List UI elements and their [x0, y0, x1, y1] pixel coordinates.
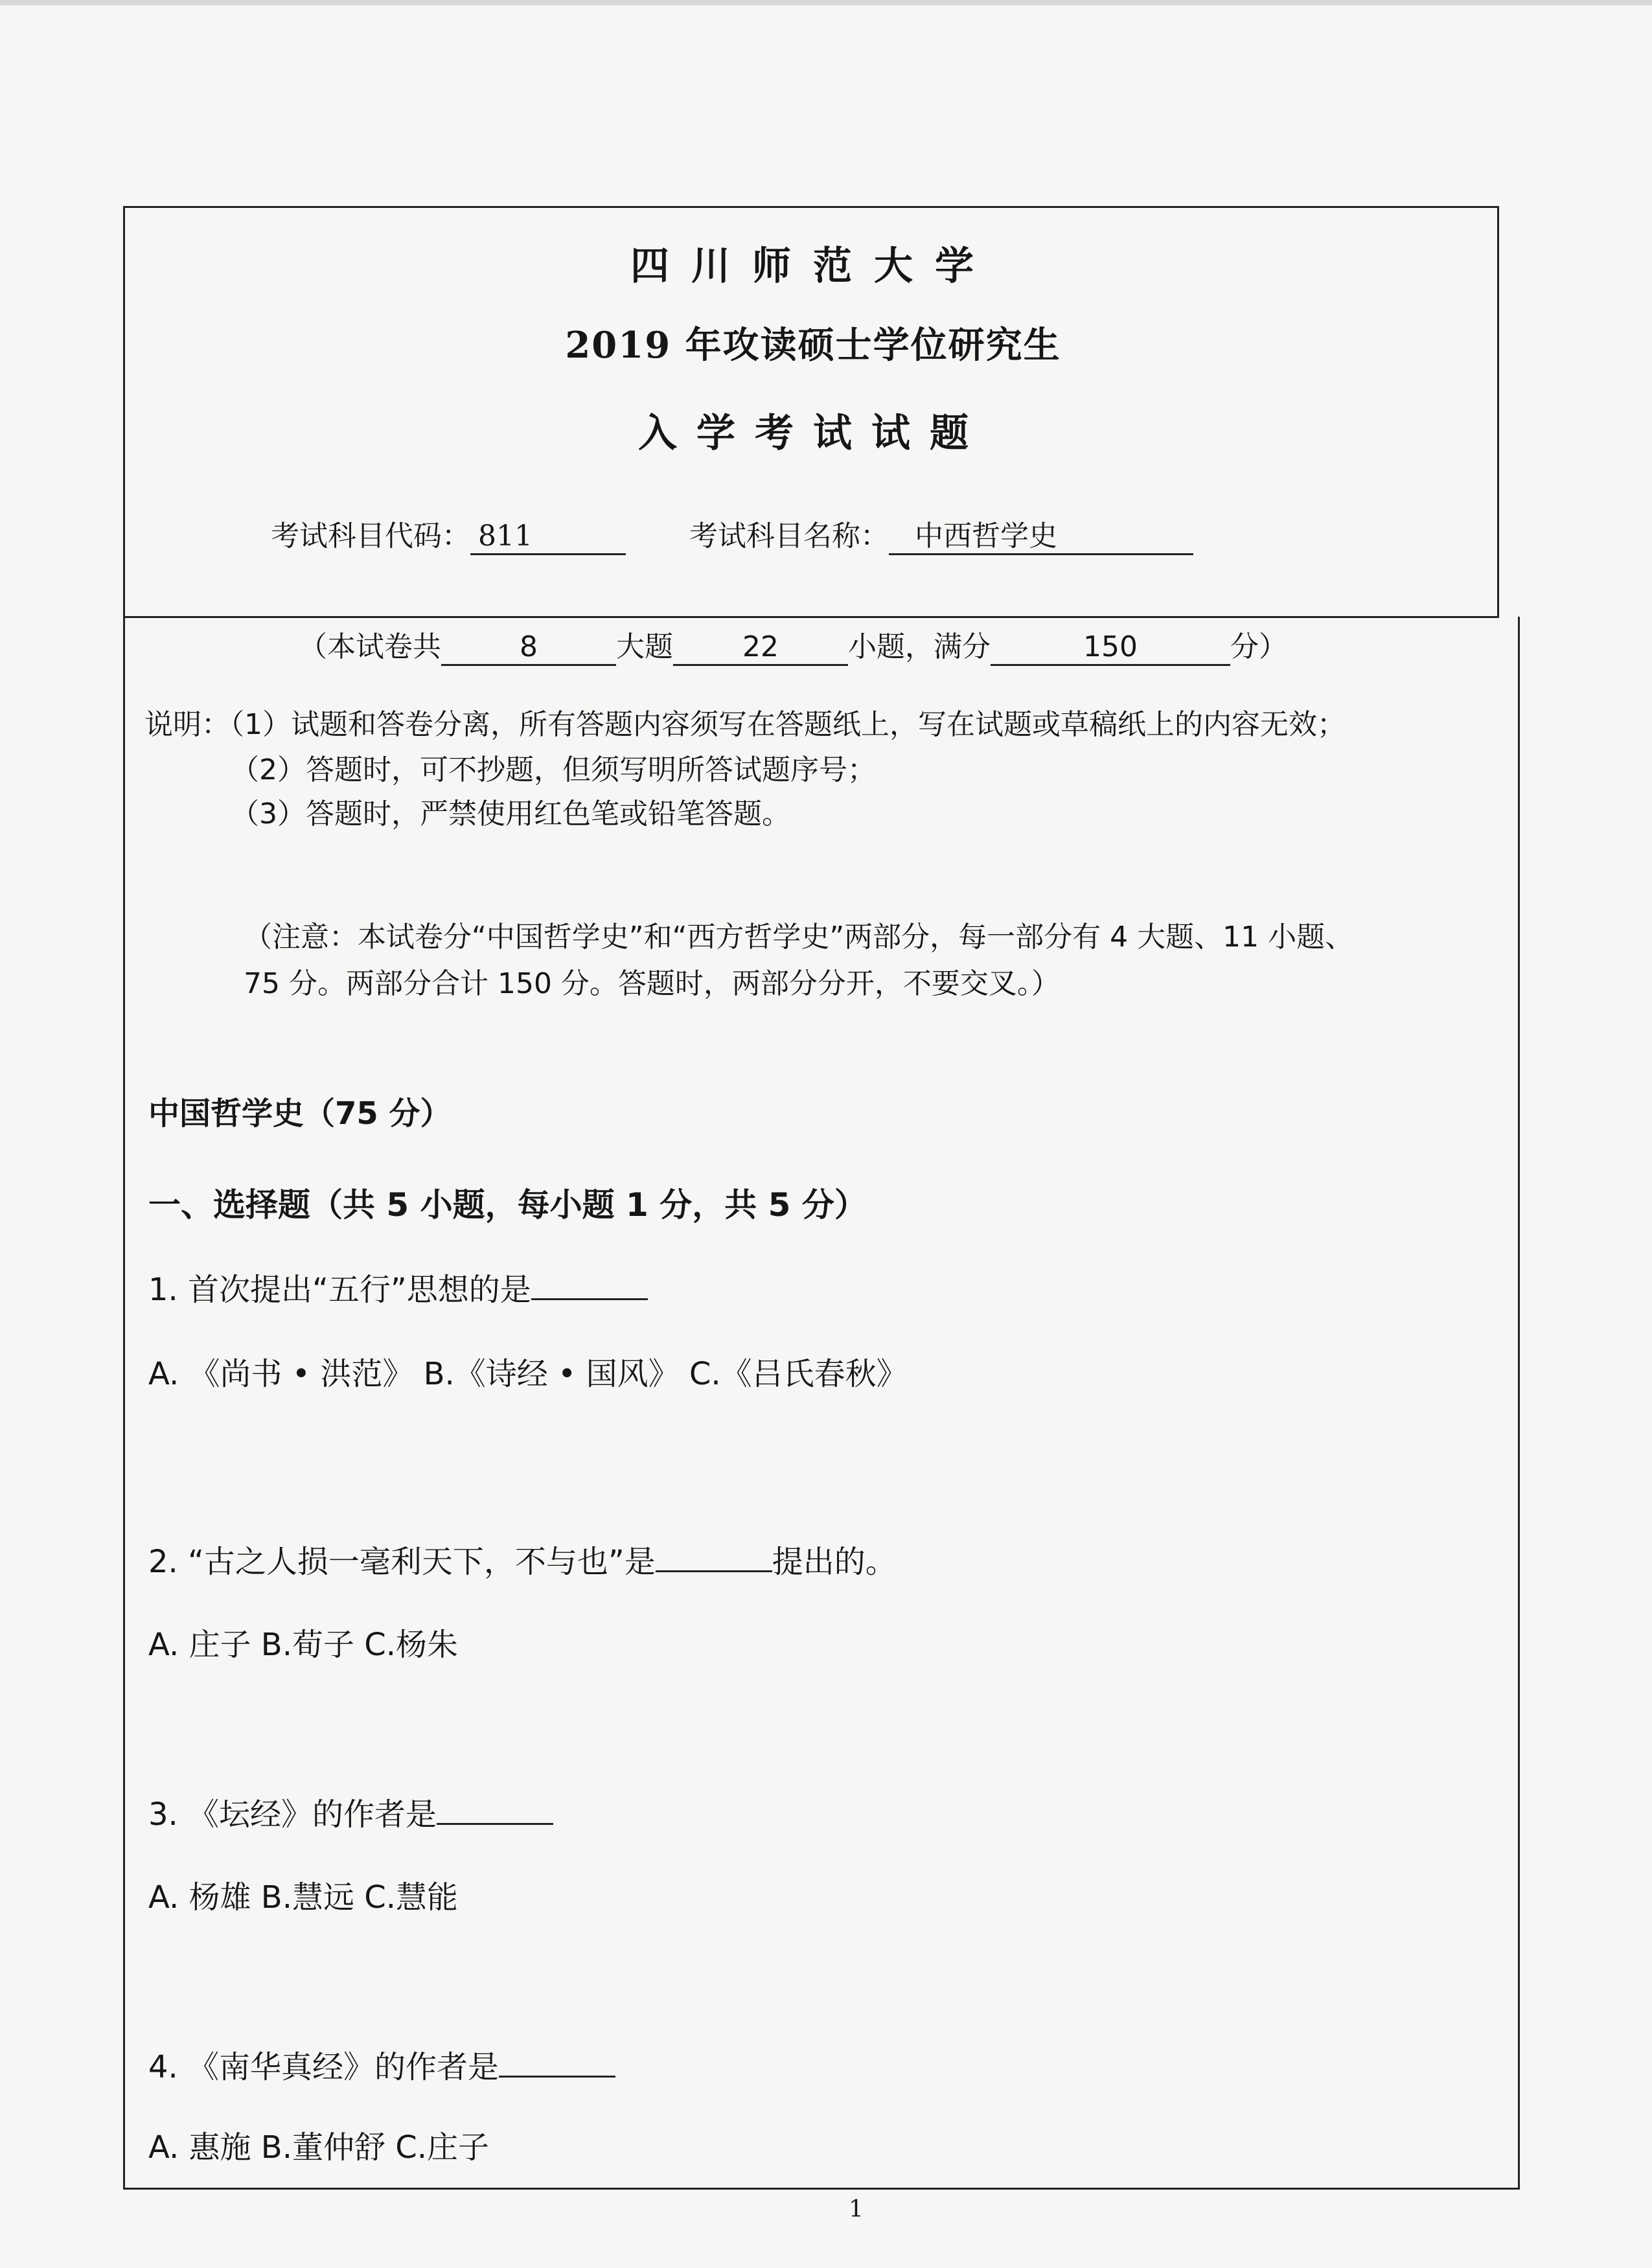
- total-score: 150: [991, 630, 1230, 666]
- exam-title: 入学考试试题: [638, 411, 988, 456]
- question-1-stem: 1. 首次提出“五行”思想的是: [148, 1272, 531, 1308]
- small-count: 22: [673, 630, 848, 666]
- answer-blank: [499, 2050, 615, 2078]
- big-count: 8: [441, 630, 616, 666]
- answer-blank: [437, 1797, 553, 1825]
- question-body-box: [123, 617, 1520, 2190]
- name-label: 考试科目名称：: [689, 520, 889, 553]
- question-2-stem: 2. “古之人损一毫利天下，不与也”是: [148, 1544, 656, 1580]
- question-4: [148, 2042, 615, 2087]
- instruction-2: （2）答题时，可不抄题，但须写明所答试题序号；: [231, 753, 876, 786]
- instruction-label: 说明：: [144, 708, 230, 741]
- page-number: 1: [849, 2196, 864, 2223]
- name-value: 中西哲学史: [889, 520, 1193, 555]
- code-label: 考试科目代码：: [271, 520, 470, 553]
- summary-suffix: 分）: [1230, 630, 1287, 663]
- part-title: 一、选择题（共 5 小题，每小题 1 分，共 5 分）: [148, 1186, 867, 1224]
- instruction-1: [144, 701, 1346, 742]
- question-2-stem-after: 提出的。: [772, 1544, 897, 1580]
- university-name: 四川师范大学: [630, 244, 996, 289]
- year-line: 2019 年攻读硕士学位研究生: [565, 324, 1061, 367]
- notice-line-1: （注意：本试卷分“中国哲学史”和“西方哲学史”两部分，每一部分有 4 大题、11 小题、: [244, 921, 1354, 954]
- section-title: 中国哲学史（75 分）: [148, 1095, 452, 1132]
- instruction-3: （3）答题时，严禁使用红色笔或铅笔答题。: [231, 797, 790, 830]
- question-1-options: A. 《尚书 • 洪范》 B.《诗经 • 国风》 C.《吕氏春秋》: [148, 1356, 908, 1392]
- question-3-options: A. 杨雄 B.慧远 C.慧能: [148, 1879, 458, 1916]
- question-3: [148, 1789, 553, 1834]
- header-box: [123, 206, 1499, 618]
- answer-blank: [656, 1544, 772, 1572]
- notice-line-2: 75 分。两部分合计 150 分。答题时，两部分分开，不要交叉。）: [244, 967, 1060, 1000]
- code-value: 811: [470, 520, 626, 555]
- subject-code-row: [271, 512, 1193, 555]
- question-3-stem: 3. 《坛经》的作者是: [148, 1796, 437, 1833]
- answer-blank: [531, 1272, 648, 1300]
- summary-prefix: （本试卷共: [299, 630, 441, 663]
- question-4-stem: 4. 《南华真经》的作者是: [148, 2049, 499, 2085]
- question-4-options: A. 惠施 B.董仲舒 C.庄子: [148, 2129, 489, 2166]
- summary-line: [299, 623, 1287, 666]
- question-1: [148, 1265, 648, 1309]
- question-2-options: A. 庄子 B.荀子 C.杨朱: [148, 1627, 458, 1663]
- big-label: 大题: [616, 630, 673, 663]
- question-2: [148, 1537, 897, 1581]
- small-label: 小题，满分: [848, 630, 991, 663]
- instruction-item-1: （1）试题和答卷分离，所有答题内容须写在答题纸上，写在试题或草稿纸上的内容无效；: [230, 708, 1346, 741]
